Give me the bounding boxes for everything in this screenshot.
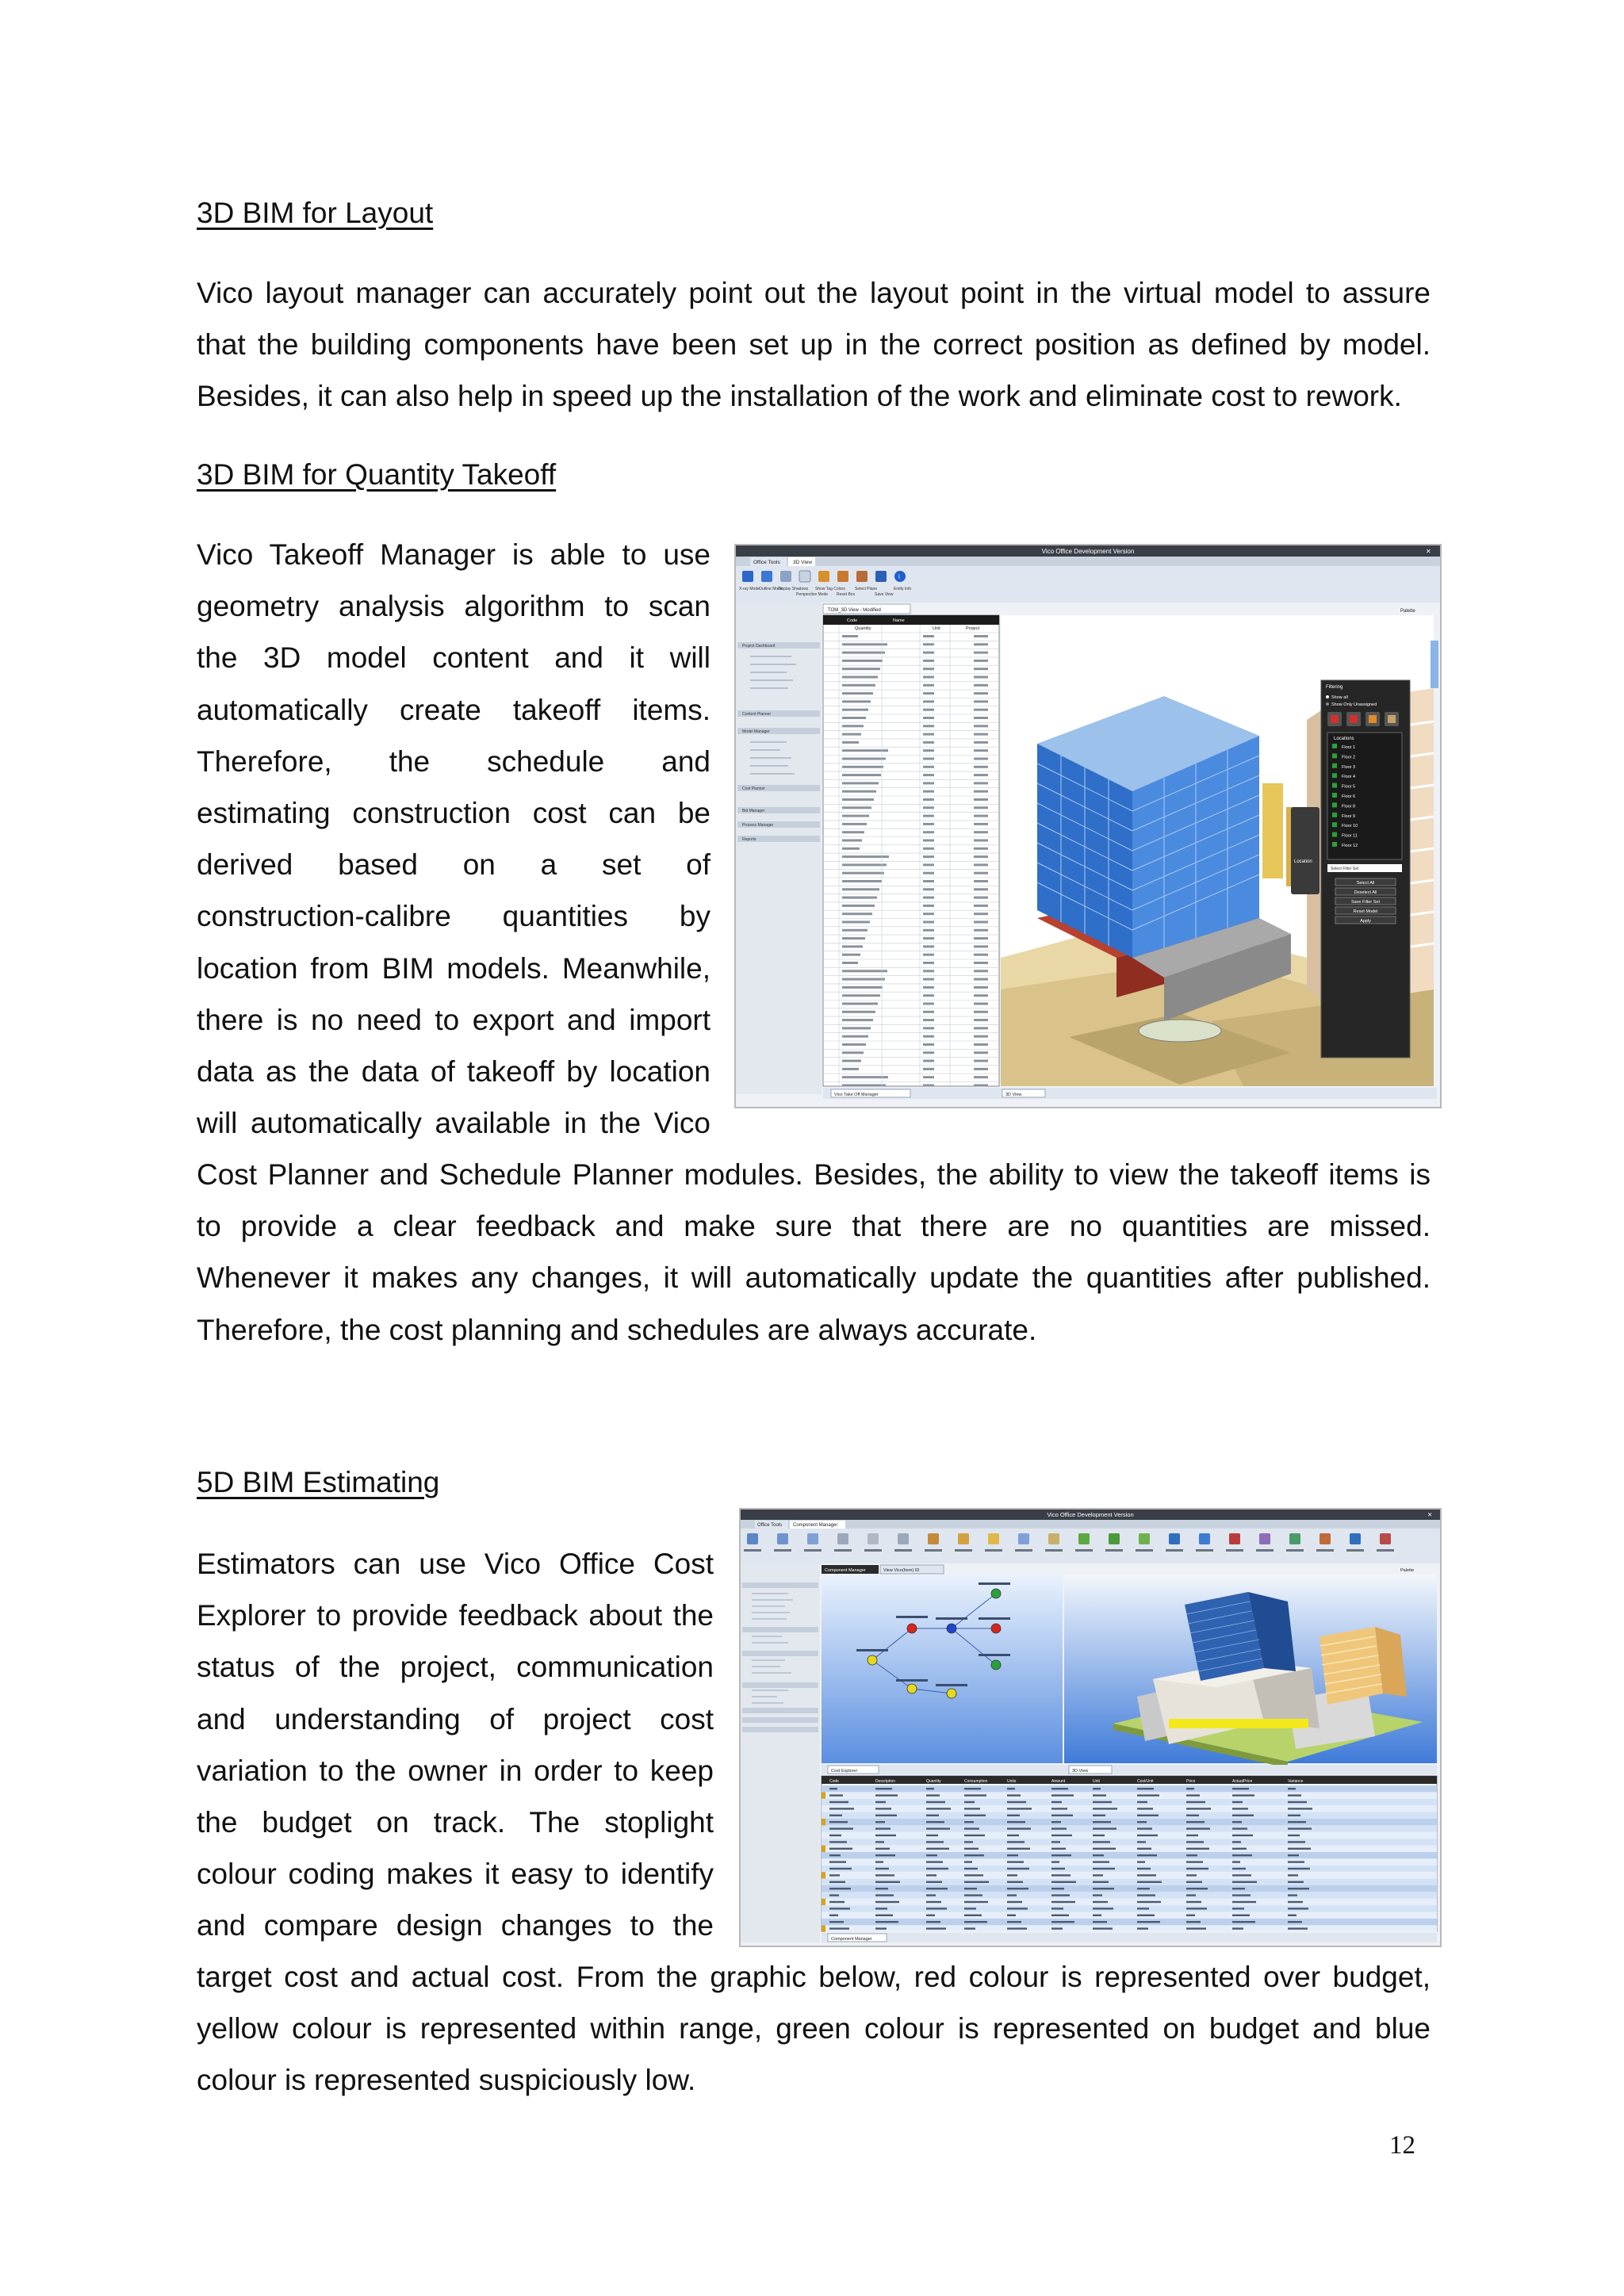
table-row[interactable] [822, 1852, 1437, 1858]
location-label: Location [1294, 859, 1312, 864]
tab-label: Office Tools [757, 1523, 783, 1528]
toolbar-icon[interactable] [1169, 1533, 1180, 1544]
text-line: to provide a clear feedback and make sure that there are no quantities are missed. [197, 1210, 1431, 1243]
toolbar-icon[interactable] [1350, 1533, 1361, 1544]
floor-label: Floor 3 [1342, 764, 1356, 770]
table-row[interactable] [822, 1858, 1437, 1865]
text-line: the 3D model content and it will [197, 641, 710, 675]
filter-button[interactable] [1335, 916, 1396, 924]
toolbar-icon[interactable] [1289, 1533, 1300, 1544]
filter-buttons [1335, 878, 1396, 924]
toolbar-icon[interactable] [1048, 1533, 1059, 1544]
column-header: Description [875, 1779, 896, 1784]
checkbox-icon[interactable] [1332, 822, 1337, 827]
column-header: Unit [933, 626, 940, 631]
table-row[interactable] [822, 1899, 1437, 1905]
close-icon[interactable]: ✕ [1426, 548, 1431, 555]
text-line: Whenever it makes any changes, it will automatically update the quantities after published. [197, 1261, 1431, 1295]
window-title: Vico Office Development Version [1041, 548, 1135, 555]
reset-box-icon[interactable] [837, 571, 848, 582]
column-header: Quantity [926, 1779, 941, 1784]
text-line: Besides, it can also help in speed up the installation of the work and eliminate cost to rework. [197, 380, 1402, 413]
toolbar-icon[interactable] [1380, 1533, 1391, 1544]
table-row[interactable] [822, 1819, 1437, 1825]
toolbar-icon[interactable] [958, 1533, 969, 1544]
floor-label: Floor 11 [1342, 833, 1358, 839]
floor-label: Floor 2 [1342, 755, 1356, 760]
stoplight-node[interactable] [947, 1624, 956, 1633]
text-line: derived based on a set of [197, 848, 710, 882]
column-header: Amount [1051, 1779, 1066, 1784]
toolbar-icon[interactable] [747, 1533, 758, 1544]
yellow-core [1262, 783, 1283, 878]
checkbox-icon[interactable] [1332, 813, 1337, 817]
text-line: will automatically available in the Vico [197, 1107, 710, 1140]
column-header: Variance [1288, 1779, 1304, 1784]
text-line: Therefore, the schedule and [197, 744, 710, 778]
sidebar-group[interactable]: Project Dashboard [742, 644, 776, 649]
table-row[interactable] [822, 1925, 1437, 1931]
checkbox-icon[interactable] [1332, 783, 1337, 788]
column-header: Name [893, 618, 905, 623]
text-line: location from BIM models. Meanwhile, [197, 951, 710, 985]
toolbar-icon[interactable] [868, 1533, 879, 1544]
cost-explorer-screenshot [739, 1508, 1442, 1947]
location-side-panel[interactable] [1291, 807, 1320, 894]
takeoff-manager-screenshot [734, 544, 1442, 1108]
page-number: 12 [1389, 2131, 1415, 2160]
table-row[interactable] [822, 1832, 1437, 1839]
filter-option: Show all [1331, 695, 1348, 700]
paragraph-layout [197, 267, 1431, 423]
outline-mode-icon[interactable] [761, 571, 772, 582]
text-line: colour coding makes it easy to identify [197, 1858, 714, 1891]
toolbar-icon[interactable] [1320, 1533, 1331, 1544]
checkbox-icon[interactable] [1332, 753, 1337, 758]
filter-button-label: Apply [1360, 919, 1371, 924]
doc-tab-label: View Vico(Item) ID [883, 1568, 920, 1573]
toolbar-icon[interactable] [1229, 1533, 1240, 1544]
text-line: variation to the owner in order to keep [197, 1754, 714, 1787]
perspective-mode-icon[interactable] [799, 571, 810, 582]
table-row[interactable] [822, 1839, 1437, 1845]
toolbar-icon[interactable] [988, 1533, 999, 1544]
ribbon-label: X-ray Mode [739, 587, 760, 591]
checkbox-icon[interactable] [1332, 842, 1337, 847]
floor-label: Floor 9 [1342, 813, 1356, 819]
text-line: the budget on track. The stoplight [197, 1806, 714, 1839]
ribbon-label: Perspective Mode [796, 592, 829, 597]
text-line: and understanding of project cost [197, 1702, 714, 1735]
text-line: Explorer to provide feedback about the [197, 1599, 714, 1632]
dropdown-label: Cost Explorer [831, 1769, 858, 1774]
checkbox-icon[interactable] [1332, 744, 1337, 748]
floor-label: Floor 10 [1342, 824, 1358, 829]
toolbar-icon[interactable] [1139, 1533, 1150, 1544]
filter-set-placeholder: Select Filter Set [1331, 867, 1359, 871]
table-row[interactable] [822, 1805, 1437, 1812]
palette-label: Palette [1400, 1568, 1415, 1573]
text-line: there is no need to export and import [197, 1003, 710, 1036]
stoplight-node[interactable] [907, 1624, 917, 1633]
table-row[interactable] [822, 1885, 1437, 1892]
column-header: Units [1007, 1779, 1017, 1784]
text-line: yellow colour is represented within range, green colour is represented on budget and blue [197, 2012, 1431, 2045]
text-line: Vico Takeoff Manager is able to use [197, 538, 710, 571]
palette-label: Palette [1400, 609, 1415, 614]
filter-button-label: Save Filter Set [1350, 900, 1381, 905]
stoplight-node[interactable] [907, 1684, 917, 1693]
filter-option: Show Only Unassigned [1331, 702, 1377, 707]
toolbar-icon[interactable] [1018, 1533, 1029, 1544]
floor-label: Floor 6 [1342, 794, 1356, 799]
text-line: Therefore, the cost planning and schedules are always accurate. [197, 1313, 1037, 1346]
dropdown-label: Vico Take Off Manager [834, 1093, 879, 1097]
text-line: construction-calibre quantities by [197, 900, 710, 933]
sidebar-group[interactable]: Content Planner [742, 712, 772, 717]
text-line: estimating construction cost can be [197, 797, 710, 830]
ribbon-buttons [742, 571, 906, 582]
cost-table-rows [822, 1785, 1437, 1932]
save-view-icon[interactable] [875, 571, 887, 582]
tab-label: Office Tools [753, 560, 780, 565]
filter-button[interactable] [1335, 888, 1396, 895]
left-sidebar [741, 1563, 820, 1942]
stoplight-node[interactable] [947, 1689, 956, 1698]
column-header: Code [847, 618, 858, 623]
text-line: that the building components have been set up in the correct position as defined by model. [197, 328, 1431, 362]
paragraph-estimating-narrow [197, 1538, 714, 1952]
paragraph-takeoff-narrow [197, 529, 710, 1149]
dropdown-label: 3D View [1005, 1093, 1022, 1097]
stoplight-node[interactable] [991, 1624, 1001, 1633]
yellow-band [1169, 1719, 1308, 1728]
dropdown-label: Component Manager [831, 1937, 872, 1942]
show-tag-colors-icon[interactable] [818, 571, 829, 582]
document-tab-label: TOM_3D View - Modified [828, 608, 881, 613]
locations-title: Locations [1334, 737, 1354, 741]
heading-3d-bim-takeoff: 3D BIM for Quantity Takeoff [197, 458, 557, 491]
toolbar-icon[interactable] [1199, 1533, 1210, 1544]
ribbon-label: Save View [875, 592, 894, 597]
display-shadows-icon[interactable] [780, 571, 791, 582]
column-header: Cost/Unit [1137, 1779, 1154, 1784]
table-row[interactable] [822, 1812, 1437, 1819]
text-line: Cost Planner and Schedule Planner modules. Besides, the ability to view the takeoff items is [197, 1158, 1431, 1191]
text-line: and compare design changes to the [197, 1909, 714, 1942]
text-line: automatically create takeoff items. [197, 693, 710, 726]
stoplight-node[interactable] [991, 1660, 1001, 1670]
text-line: data as the data of takeoff by location [197, 1055, 710, 1089]
column-header: Consumption [964, 1779, 988, 1784]
filter-button[interactable] [1335, 907, 1396, 914]
checkbox-icon[interactable] [1332, 793, 1337, 798]
filter-button-label: Deselect All [1354, 890, 1377, 895]
floor-label: Floor 4 [1342, 775, 1356, 780]
table-row[interactable] [822, 1919, 1437, 1925]
column-header: Price [1186, 1779, 1196, 1784]
sidebar-group[interactable]: Model Manager [742, 729, 770, 734]
floor-label: Floor 5 [1342, 784, 1356, 790]
text-line: geometry analysis algorithm to scan [197, 590, 710, 623]
xray-mode-icon[interactable] [742, 571, 753, 582]
table-row[interactable] [822, 1825, 1437, 1831]
ribbon-label: Reset Box [837, 592, 856, 597]
doc-tab-label: Component Manager [825, 1568, 866, 1573]
ribbon-label: Show Tag Colors [815, 587, 845, 591]
toolbar-icon[interactable] [1109, 1533, 1120, 1544]
toolbar-icon[interactable] [898, 1533, 909, 1544]
checkbox-icon[interactable] [1332, 763, 1337, 768]
table-row[interactable] [822, 1912, 1437, 1919]
checkbox-icon[interactable] [1332, 773, 1337, 778]
tab-label: 3D View [793, 560, 813, 565]
sidebar-group[interactable]: Reports [742, 837, 756, 842]
toolbar-icon[interactable] [928, 1533, 939, 1544]
table-row[interactable] [822, 1905, 1437, 1911]
toolbar-icon[interactable] [1078, 1533, 1090, 1544]
heading-5d-bim-estimating: 5D BIM Estimating [197, 1466, 440, 1498]
filter-button[interactable] [1335, 897, 1396, 905]
table-row[interactable] [822, 1866, 1437, 1872]
tab-label: Component Manager [793, 1523, 838, 1528]
sidebar-group[interactable]: Process Manager [742, 823, 774, 828]
text-line: status of the project, communication [197, 1651, 714, 1684]
toolbar-icon[interactable] [837, 1533, 848, 1544]
locations-list [1327, 733, 1402, 859]
text-line: Estimators can use Vico Office Cost [197, 1548, 714, 1580]
floor-label: Floor 1 [1342, 745, 1356, 750]
column-header: Code [829, 1779, 839, 1784]
column-header: Project [966, 626, 980, 631]
column-header: ActualPrice [1232, 1779, 1253, 1784]
entity-info-icon[interactable] [894, 571, 906, 582]
toolbar-icon[interactable] [1259, 1533, 1270, 1544]
table-row[interactable] [822, 1792, 1437, 1798]
toolbar-icon[interactable] [777, 1533, 788, 1544]
filter-button[interactable] [1335, 878, 1396, 886]
dropdown-label: 3D View [1072, 1769, 1089, 1774]
svg-text:i: i [898, 573, 900, 580]
filter-button-label: Reset Model [1353, 909, 1378, 914]
close-icon[interactable]: ✕ [1427, 1511, 1433, 1518]
column-header: Quantity [855, 626, 871, 631]
ribbon-label: Display Shadows [778, 587, 809, 591]
table-row[interactable] [822, 1785, 1437, 1792]
table-row[interactable] [822, 1846, 1437, 1852]
paragraph-takeoff-wide [197, 1149, 1431, 1356]
floor-label: Floor 12 [1342, 844, 1358, 848]
select-plane-icon[interactable] [856, 571, 868, 582]
paragraph-estimating-wide [197, 1951, 1431, 2107]
radio-show-all[interactable] [1326, 695, 1329, 698]
column-header: Unit [1093, 1779, 1100, 1784]
sidebar-group[interactable]: Cost Planner [742, 786, 765, 791]
sidebar-group[interactable]: Bid Manager [742, 809, 765, 813]
left-sidebar [736, 603, 822, 1094]
ribbon-label: Select Plane [855, 587, 878, 591]
radio-show-unassigned[interactable] [1326, 702, 1329, 706]
stoplight-node[interactable] [868, 1655, 877, 1665]
table-row[interactable] [822, 1872, 1437, 1878]
table-row[interactable] [822, 1799, 1437, 1805]
table-row[interactable] [822, 1892, 1437, 1898]
stoplight-node[interactable] [991, 1589, 1001, 1598]
toolbar-icon[interactable] [807, 1533, 818, 1544]
checkbox-icon[interactable] [1332, 802, 1337, 807]
checkbox-icon[interactable] [1332, 832, 1337, 837]
floor-label: Floor 8 [1342, 804, 1356, 809]
ribbon-label: Entity Info [894, 587, 912, 591]
text-line: target cost and actual cost. From the graphic below, red colour is represented over budget, [197, 1961, 1431, 1993]
filter-button-label: Select All [1356, 881, 1375, 886]
filtering-title: Filtering [1326, 685, 1343, 690]
text-line: colour is represented suspiciously low. [197, 2064, 696, 2097]
side-tab[interactable] [1431, 641, 1438, 688]
ribbon-label: Outline Mode [759, 587, 783, 591]
text-line: Vico layout manager can accurately point out the layout point in the virtual model to assure [197, 277, 1431, 309]
heading-3d-bim-layout: 3D BIM for Layout [197, 197, 434, 229]
table-row[interactable] [822, 1879, 1437, 1885]
window-title: Vico Office Development Version [1047, 1511, 1134, 1518]
